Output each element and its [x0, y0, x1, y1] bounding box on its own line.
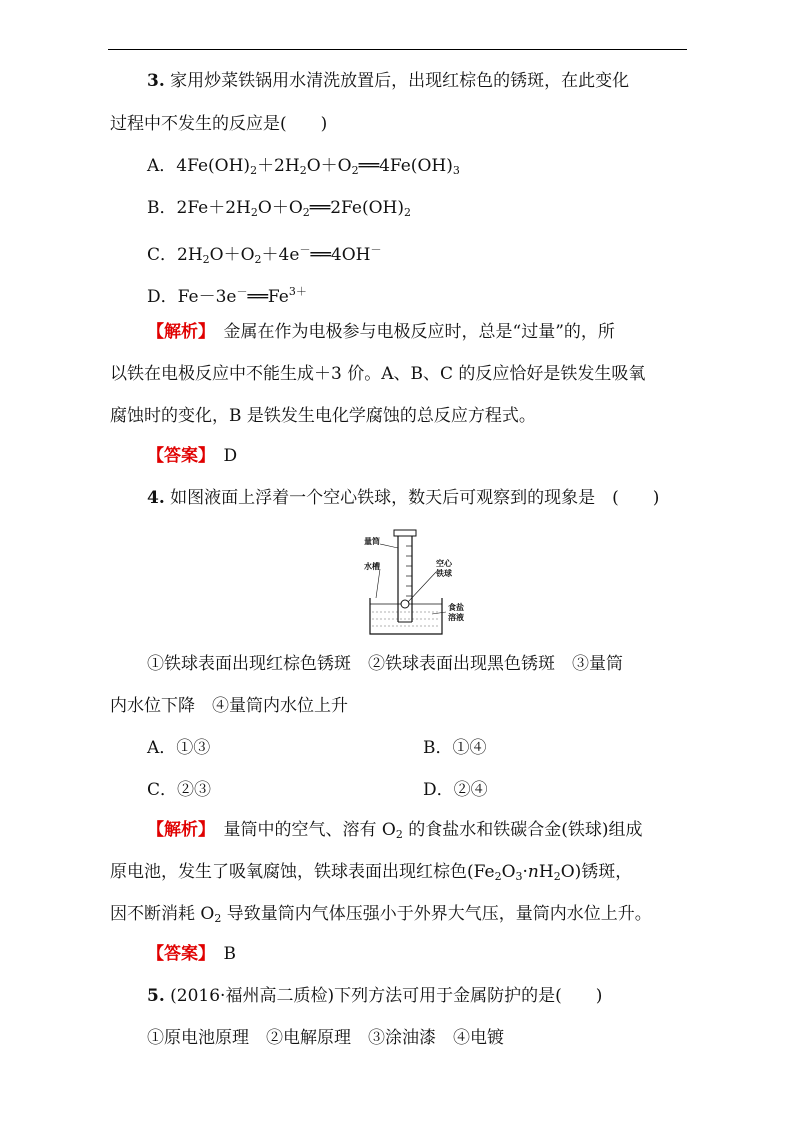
figure-label-ball-1: 空心: [436, 559, 452, 568]
figure-label-cylinder: 量筒: [364, 537, 380, 546]
q3-analysis-line3: 腐蚀时的变化，B 是铁发生电化学腐蚀的总反应方程式。: [110, 406, 536, 426]
hollow-iron-ball: [401, 600, 409, 608]
q3-option-c: C．$2H_2O+O_2+4e^-══4OH^-$: [147, 243, 382, 266]
figure-label-salt-2: 溶液: [448, 613, 464, 622]
figure-label-tank: 水槽: [364, 562, 380, 571]
q4-option-d: D．②④: [423, 780, 488, 800]
q3-option-b: B．$2Fe+2H_2O+O_2══2Fe(OH)_2$: [147, 198, 412, 219]
q4-option-a: A．①③: [147, 738, 211, 758]
q4-option-c: C．②③: [147, 780, 212, 800]
q3-stem-line2: 过程中不发生的反应是( ): [110, 114, 328, 134]
q3-stem-line1: 3. 家用炒菜铁锅用水清洗放置后，出现红棕色的锈斑，在此变化: [147, 71, 630, 91]
q4-analysis-line3: 因不断消耗 $O_2$ 导致量筒内气体压强小于外界大气压，量筒内水位上升。: [110, 904, 652, 925]
q5-number: 5.: [147, 986, 165, 1006]
answer-tag: 【答案】: [147, 944, 207, 964]
q4-answer: [147, 942, 236, 966]
q3-number: 3.: [147, 71, 165, 91]
experiment-figure: [362, 526, 482, 636]
q5-options: ①原电池原理 ②电解原理 ③涂油漆 ④电镀: [147, 1028, 504, 1048]
q4-phenomena-line2: 内水位下降 ④量筒内水位上升: [110, 696, 348, 716]
q4-stem: 4. 如图液面上浮着一个空心铁球，数天后可观察到的现象是 ( ): [147, 488, 660, 508]
q4-analysis-line2: 原电池，发生了吸氧腐蚀，铁球表面出现红棕色$(Fe_2O_3\cdot nH_2O)$锈斑，: [110, 862, 633, 883]
header-rule: [108, 49, 687, 50]
figure-label-salt-1: 食盐: [448, 603, 464, 612]
q3-analysis-line1: 【解析】 金属在作为电极参与电极反应时，总是“过量”的，所: [147, 322, 615, 342]
q5-stem: 5. (2016·福州高二质检)下列方法可用于金属防护的是( ): [147, 986, 603, 1006]
q3-option-d: D．$Fe-3e^-══Fe^{3+}$: [147, 285, 307, 307]
q3-analysis-line2: 以铁在电极反应中不能生成＋3 价。A、B、C 的反应恰好是铁发生吸氧: [110, 364, 646, 384]
analysis-tag: 【解析】: [147, 820, 207, 840]
answer-tag: 【答案】: [147, 446, 207, 466]
figure-label-ball-2: 铁球: [436, 569, 452, 578]
q4-analysis-line1: 【解析】 量筒中的空气、溶有 $O_2$ 的食盐水和铁碳合金(铁球)组成: [147, 820, 643, 841]
q3-answer: [147, 444, 237, 468]
q4-phenomena-line1: ①铁球表面出现红棕色锈斑 ②铁球表面出现黑色锈斑 ③量筒: [147, 654, 623, 674]
q3-answer-value: D: [223, 446, 238, 466]
q4-number: 4.: [147, 488, 165, 508]
q3-option-a: A．$4Fe(OH)_2+2H_2O+O_2══4Fe(OH)_3$: [147, 156, 460, 177]
q4-answer-value: B: [223, 944, 236, 964]
analysis-tag: 【解析】: [147, 322, 207, 342]
q4-option-b: B．①④: [423, 738, 487, 758]
